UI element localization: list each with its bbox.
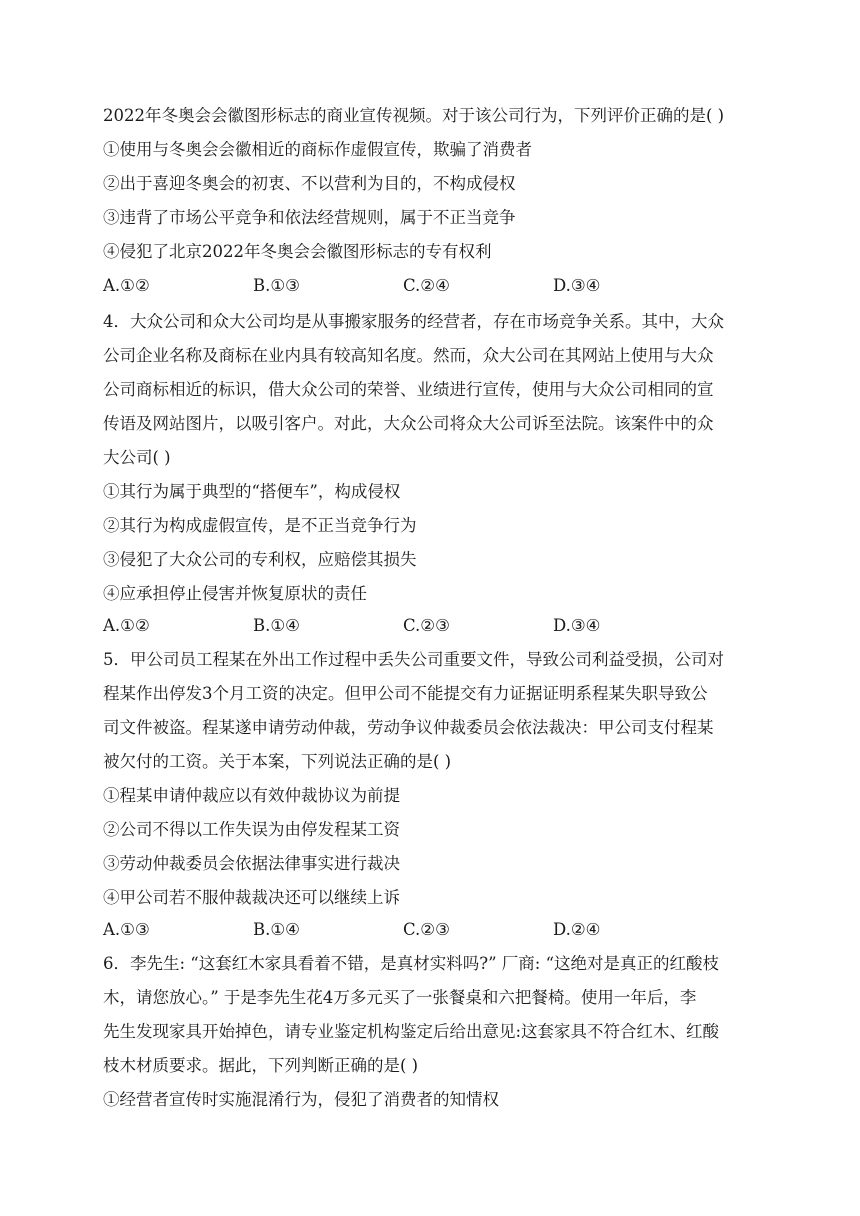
q4-option-a: A.①② xyxy=(103,616,150,635)
q4-stem-line-5: 大公司( ) xyxy=(103,448,171,467)
q4-stem-line-3: 公司商标相近的标识，借大众公司的荣誉、业绩进行宣传，使用与大众公司相同的宣 xyxy=(103,380,714,399)
q4-stem-line-1: 4．大众公司和众大公司均是从事搬家服务的经营者，存在市场竞争关系。其中，大众 xyxy=(103,312,724,331)
q5-stem-line-3: 司文件被盗。程某遂申请劳动仲裁，劳动争议仲裁委员会依法裁决：甲公司支付程某 xyxy=(103,718,714,737)
q5-option-b: B.①④ xyxy=(253,920,300,939)
q3-item-1: ①使用与冬奥会会徽相近的商标作虚假宣传，欺骗了消费者 xyxy=(103,140,532,159)
q4-stem-line-2: 公司企业名称及商标在业内具有较高知名度。然而，众大公司在其网站上使用与大众 xyxy=(103,346,714,365)
q3-stem-line: 2022年冬奥会会徽图形标志的商业宣传视频。对于该公司行为，下列评价正确的是( ) xyxy=(103,106,725,125)
q3-option-a: A.①② xyxy=(103,276,150,295)
q3-item-3: ③违背了市场公平竞争和依法经营规则，属于不正当竞争 xyxy=(103,208,516,227)
q6-item-1: ①经营者宣传时实施混淆行为，侵犯了消费者的知情权 xyxy=(103,1090,499,1109)
q4-option-d: D.③④ xyxy=(553,616,601,635)
q5-item-3: ③劳动仲裁委员会依据法律事实进行裁决 xyxy=(103,854,400,873)
q4-item-1: ①其行为属于典型的“搭便车”，构成侵权 xyxy=(103,482,401,501)
q5-item-1: ①程某申请仲裁应以有效仲裁协议为前提 xyxy=(103,786,400,805)
q5-option-c: C.②③ xyxy=(403,920,450,939)
q6-stem-line-2: 木，请您放心。” 于是李先生花4万多元买了一张餐桌和六把餐椅。使用一年后，李 xyxy=(103,988,697,1007)
q3-item-4: ④侵犯了北京2022年冬奥会会徽图形标志的专有权利 xyxy=(103,242,492,261)
q3-option-b: B.①③ xyxy=(253,276,300,295)
q5-item-4: ④甲公司若不服仲裁裁决还可以继续上诉 xyxy=(103,888,400,907)
q4-item-3: ③侵犯了大众公司的专利权，应赔偿其损失 xyxy=(103,550,417,569)
q5-option-a: A.①③ xyxy=(103,920,150,939)
q4-item-4: ④应承担停止侵害并恢复原状的责任 xyxy=(103,584,367,603)
q3-option-d: D.③④ xyxy=(553,276,601,295)
q5-stem-line-4: 被欠付的工资。关于本案，下列说法正确的是( ) xyxy=(103,752,452,771)
q6-stem-line-1: 6．李先生: “这套红木家具看着不错，是真材实料吗?” 厂商: “这绝对是真正的红酸枝 xyxy=(103,954,720,973)
q4-option-c: C.②③ xyxy=(403,616,450,635)
q5-option-d: D.②④ xyxy=(553,920,601,939)
q5-stem-line-1: 5．甲公司员工程某在外出工作过程中丢失公司重要文件，导致公司利益受损，公司对 xyxy=(103,650,724,669)
q4-option-b: B.①④ xyxy=(253,616,300,635)
q6-stem-line-3: 先生发现家具开始掉色，请专业鉴定机构鉴定后给出意见:这套家具不符合红木、红酸 xyxy=(103,1022,720,1041)
q6-stem-line-4: 枝木材质要求。据此，下列判断正确的是( ) xyxy=(103,1056,419,1075)
q3-item-2: ②出于喜迎冬奥会的初衷、不以营利为目的，不构成侵权 xyxy=(103,174,516,193)
q5-stem-line-2: 程某作出停发3个月工资的决定。但甲公司不能提交有力证据证明系程某失职导致公 xyxy=(103,684,708,703)
q4-item-2: ②其行为构成虚假宣传，是不正当竞争行为 xyxy=(103,516,417,535)
q5-item-2: ②公司不得以工作失误为由停发程某工资 xyxy=(103,820,400,839)
q3-option-c: C.②④ xyxy=(403,276,450,295)
q4-stem-line-4: 传语及网站图片，以吸引客户。对此，大众公司将众大公司诉至法院。该案件中的众 xyxy=(103,414,714,433)
